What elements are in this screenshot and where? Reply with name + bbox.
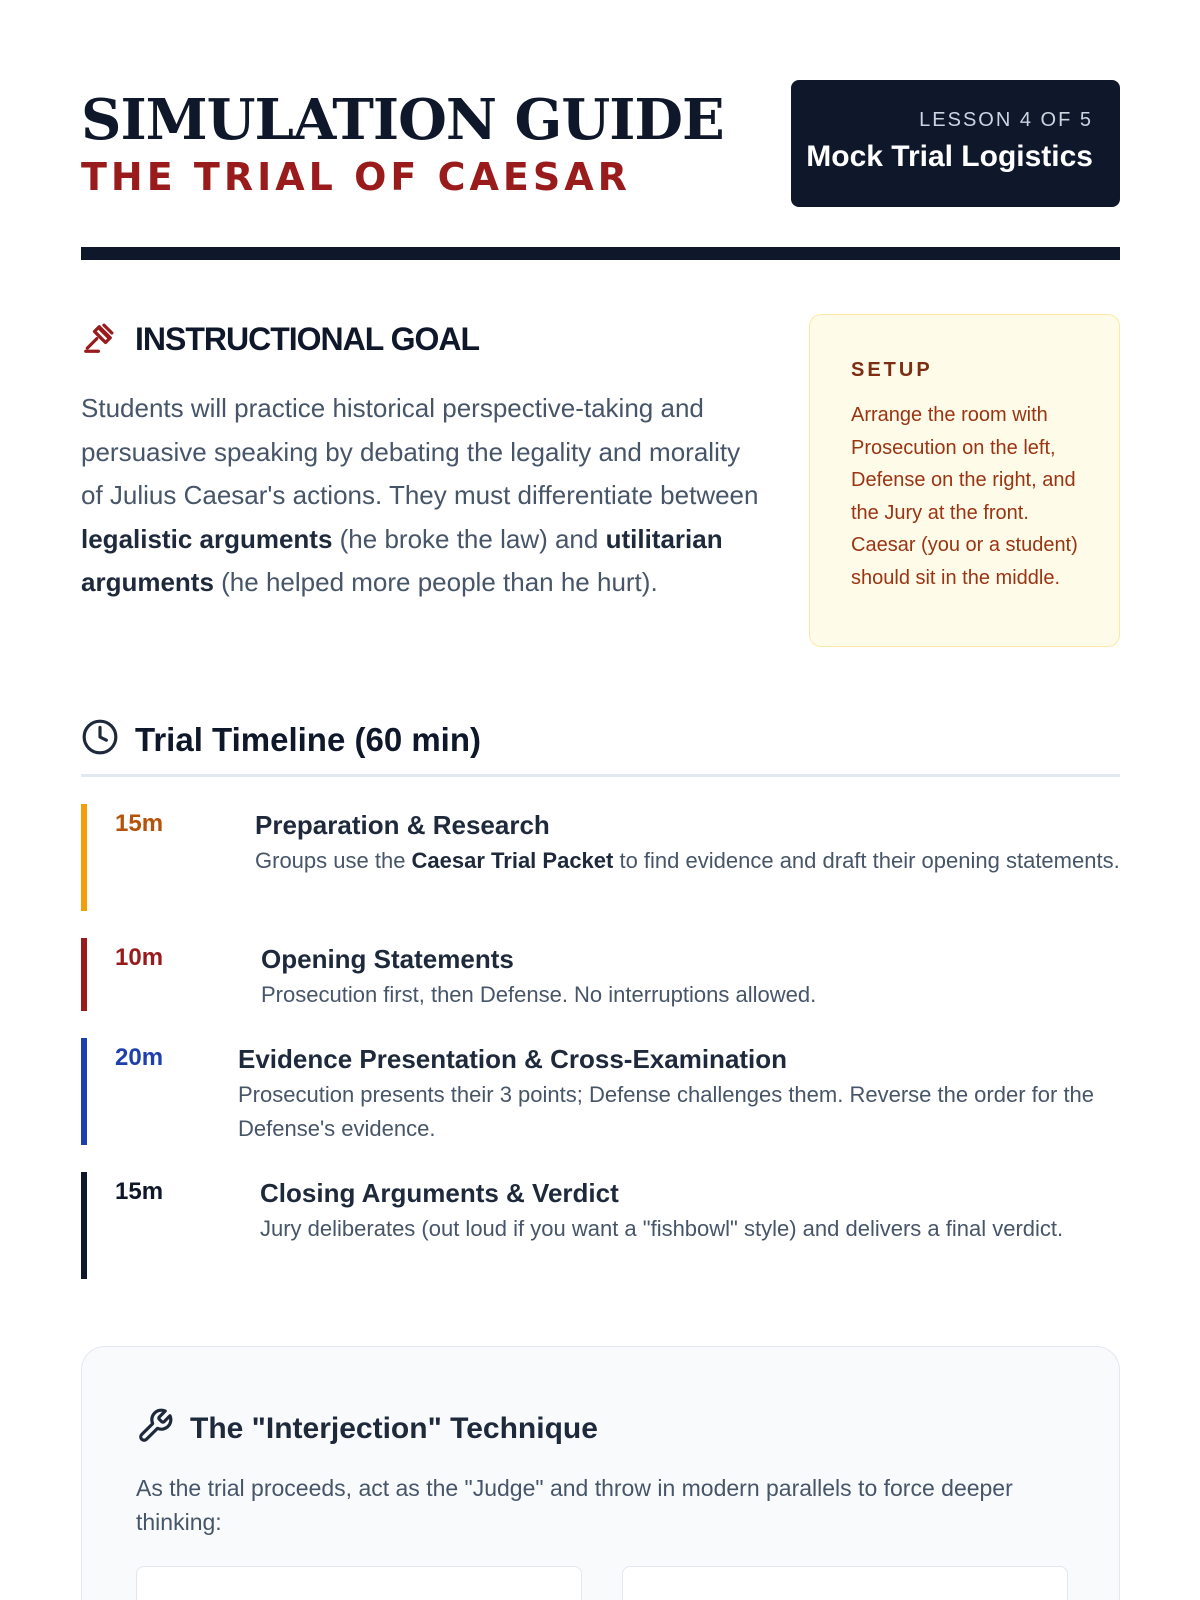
timeline-body: [261, 944, 1120, 1012]
goal-emphasis-legalistic: legalistic arguments: [81, 523, 333, 554]
timeline-description: Prosecution presents their 3 points; Defense challenges them. Reverse the order for the Defense's evidence.: [238, 1082, 1095, 1141]
page-subtitle: THE TRIAL OF CAESAR: [81, 155, 631, 199]
timeline-desc-part: to find evidence and draft their opening statements.: [613, 848, 1120, 873]
timeline-bar: [81, 1172, 87, 1279]
page-title: SIMULATION GUIDE: [81, 87, 724, 153]
setup-text: Arrange the room with Prosecution on the left, Defense on the right, and the Jury at the front. Caesar (you or a student) should sit in the middle.: [851, 404, 1078, 589]
timeline-title: Evidence Presentation & Cross-Examination: [238, 1044, 788, 1074]
timeline-item: [81, 1038, 1120, 1145]
timeline-description: Prosecution first, then Defense. No interruptions allowed.: [261, 982, 817, 1007]
goal-text-part: Students will practice historical perspective-taking and persuasive speaking by debating the legality and morality of Julius Caesar's actions. They must differentiate between: [81, 393, 759, 510]
timeline-duration: 15m: [115, 810, 164, 837]
timeline-duration: 10m: [115, 944, 164, 971]
parallel-card: [136, 1566, 582, 1600]
lesson-badge: [791, 80, 1120, 207]
caesar-trial-packet-link: Caesar Trial Packet: [411, 848, 614, 873]
timeline-duration: 20m: [115, 1044, 164, 1071]
timeline-heading-row: [81, 718, 481, 761]
timeline-body: [255, 810, 1120, 878]
header: [81, 80, 1120, 208]
interjection-text: As the trial proceeds, act as the "Judge" and throw in modern parallels to force deeper thinking:: [136, 1475, 1013, 1535]
timeline-item: [81, 938, 1120, 1011]
interjection-heading-row: [136, 1407, 598, 1450]
timeline-title: Preparation & Research: [255, 810, 550, 840]
goal-text-part: (he broke the law) and: [332, 523, 606, 554]
interjection-heading: The "Interjection" Technique: [190, 1411, 598, 1445]
setup-callout: [809, 314, 1120, 647]
gavel-icon: [81, 318, 119, 361]
timeline-item: [81, 804, 1120, 911]
timeline-description: [255, 844, 1120, 878]
timeline-bar: [81, 938, 87, 1011]
timeline-body: [260, 1178, 1120, 1246]
timeline-bar: [81, 1038, 87, 1145]
timeline-heading: Trial Timeline (60 min): [135, 720, 482, 758]
header-divider: [81, 247, 1120, 260]
timeline-item: [81, 1172, 1120, 1279]
goal-heading: INSTRUCTIONAL GOAL: [135, 321, 480, 357]
parallel-card: [622, 1566, 1068, 1600]
lesson-title: Mock Trial Logistics: [806, 140, 1093, 173]
lesson-number: LESSON 4 OF 5: [919, 109, 1093, 131]
timeline-divider: [81, 774, 1120, 777]
goal-emphasis-utilitarian: utilitarian arguments: [81, 523, 723, 597]
timeline-title: Closing Arguments & Verdict: [260, 1178, 619, 1208]
timeline-description: Jury deliberates (out loud if you want a "fishbowl" style) and delivers a final verdict.: [260, 1216, 1064, 1241]
goal-text: [81, 387, 761, 605]
setup-label: SETUP: [851, 359, 933, 381]
timeline-body: [238, 1044, 1120, 1146]
timeline-desc-part: Groups use the: [255, 848, 412, 873]
timeline-duration: 15m: [115, 1178, 164, 1205]
clock-icon: [81, 718, 119, 761]
goal-heading-row: [81, 318, 479, 361]
wrench-icon: [136, 1407, 174, 1450]
interjection-card: [81, 1346, 1120, 1600]
timeline-bar: [81, 804, 87, 911]
goal-text-part: (he helped more people than he hurt).: [213, 567, 658, 597]
timeline-title: Opening Statements: [261, 944, 514, 974]
